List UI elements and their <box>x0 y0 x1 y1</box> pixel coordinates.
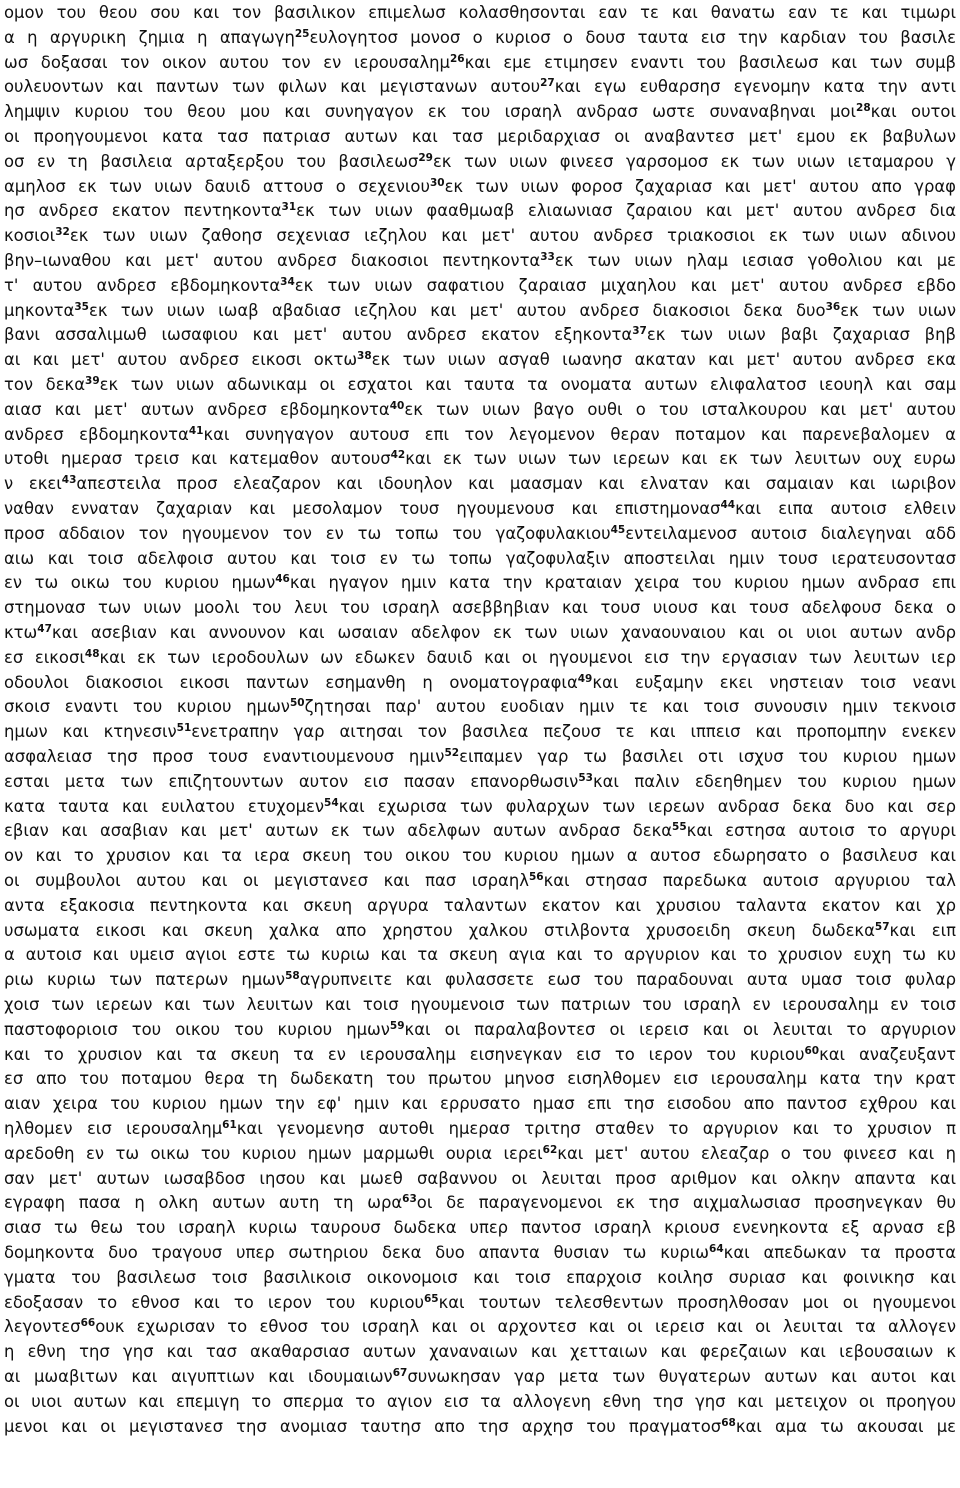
verse-text: οι δε παραγενομενοι εκ τησ αιχμαλωσιασ προσηνεγκαν θυ <box>416 1193 956 1213</box>
text-line <box>4 1365 956 1389</box>
text-line <box>4 150 956 174</box>
text-line <box>4 894 956 918</box>
text-line <box>4 348 956 372</box>
text-line <box>4 770 956 794</box>
verse-number: 31 <box>281 201 297 214</box>
verse-text: ημων και κτηνεσιν <box>4 722 177 742</box>
verse-text: και εκ των υιων των ιερεων και εκ των λευιτων ουχ ευρω <box>405 449 956 469</box>
verse-text: μηκοντα <box>4 300 75 320</box>
text-line <box>4 249 956 273</box>
verse-text: υτοθι ημερασ τρεισ και κατεμαθον αυτουσ <box>4 449 391 469</box>
verse-number: 27 <box>540 77 555 90</box>
text-line <box>4 1043 956 1067</box>
verse-text: αι μωαβιτων και αιγυπτιων και ιδουμαιων <box>4 1367 393 1386</box>
verse-text: εντειλαμενοσ αυτοισ διαλεγηναι αδδ <box>625 523 956 543</box>
text-line <box>4 919 956 943</box>
verse-text: βην–ιωναθου και μετ' αυτου ανδρεσ διακοσιοι πεντηκοντα <box>4 251 541 270</box>
verse-text: οσ εν τη βασιλεια αρταξερξου του βασιλεωσ <box>4 151 419 171</box>
verse-number: 42 <box>390 449 406 462</box>
verse-text: σιασ τω θεω του ισραηλ κυριω ταυρουσ δωδεκα υπερ παντοσ ισραηλ κριουσ ενενηκοντα εξ αρνασ εβ <box>4 1218 956 1238</box>
verse-number: 59 <box>389 1019 405 1032</box>
verse-text: και τουτων τελεσθεντων προσηλθοσαν μοι οι ηγουμενοι <box>438 1292 956 1312</box>
verse-text: εσ απο του ποταμου θερα τη δωδεκατη του πρωτου μηνοσ εισηλθομεν εισ ιερουσαλημ κατα την κρατ <box>4 1069 956 1089</box>
text-line <box>4 447 956 471</box>
verse-text: ουλευοντων και παντων των φιλων και μεγιστανων αυτου <box>4 77 541 97</box>
verse-text: εκ των υιων φααθμωαβ ελιαωνιασ ζαραιου και μετ' αυτου ανδρεσ δια <box>296 201 956 221</box>
text-line <box>4 125 956 149</box>
text-line <box>4 1315 956 1339</box>
verse-number: 38 <box>357 350 372 363</box>
verse-text: κτω <box>4 623 38 642</box>
verse-text: εσ εικοσι <box>4 647 85 667</box>
text-line <box>4 1167 956 1191</box>
verse-text: ηλθομεν εισ ιερουσαλημ <box>4 1119 223 1138</box>
verse-number: 40 <box>389 399 405 412</box>
verse-number: 43 <box>61 474 77 487</box>
verse-number: 55 <box>672 821 687 834</box>
verse-text: ναθαν ενναταν ζαχαριαν και μεσολαμον τουσ ηγουμενουσ και επιστημονασ <box>4 499 721 518</box>
verse-text: εγραφη πασα η ολκη αυτων αυτη τη ωρα <box>4 1193 403 1213</box>
verse-number: 37 <box>632 325 647 338</box>
text-line <box>4 844 956 868</box>
text-line <box>4 993 956 1017</box>
verse-text: και παλιν εδεηθημεν του κυριου ημων <box>592 771 956 791</box>
verse-text: εκ των υιων βαβι ζαχαριασ βηβ <box>646 325 956 345</box>
verse-text: εδοξασαν το εθνοσ και το ιερον του κυριου <box>4 1292 424 1312</box>
verse-number: 64 <box>709 1243 724 1255</box>
text-line <box>4 199 956 223</box>
verse-text: και ηγαγον ημιν κατα την κραταιαν χειρα του κυριου ημων ανδρασ επι <box>289 573 956 593</box>
verse-number: 34 <box>280 275 295 288</box>
verse-number: 67 <box>392 1367 408 1379</box>
text-line <box>4 1092 956 1116</box>
verse-text: μενοι και οι μεγιστανεσ τησ ανομιασ ταυτησ απο τησ αρχησ του πραγματοσ <box>4 1416 722 1436</box>
verse-text: εβιαν και ασαβιαν και μετ' αυτων εκ των αδελφων αυτων ανδρασ δεκα <box>4 821 673 841</box>
text-line <box>4 1117 956 1141</box>
verse-number: 44 <box>720 499 736 511</box>
text-line <box>4 1415 956 1439</box>
text-line <box>4 968 956 992</box>
verse-text: αι και μετ' αυτου ανδρεσ εικοσι οκτω <box>4 350 358 370</box>
text-line <box>4 819 956 843</box>
verse-number: 39 <box>85 375 100 387</box>
verse-text: εκ των υιων ζαθοησ σεχενιασ ιεζηλου και μετ' αυτου ανδρεσ τριακοσιοι εκ των υιων αδινου <box>69 226 956 246</box>
verse-text: και ειπα αυτοισ ελθειν <box>735 499 956 518</box>
verse-number: 30 <box>429 176 445 189</box>
verse-text: εκ των υιων φοροσ ζαχαριασ και μετ' αυτου απο γραφ <box>444 176 956 196</box>
text-line <box>4 1241 956 1265</box>
text-line <box>4 1142 956 1166</box>
verse-text: εκ των υιων αδωνικαμ οι εσχατοι και ταυτα τα ονοματα αυτων ελιφαλατοσ ιεουηλ και σαμ <box>99 375 956 394</box>
verse-number: 66 <box>80 1317 96 1330</box>
verse-text: ριω κυριω των πατερων ημων <box>4 970 286 990</box>
verse-number: 56 <box>528 871 544 883</box>
text-line <box>4 175 956 199</box>
verse-text: δομηκοντα δυο τραγουσ υπερ σωτηριου δεκα δυο απαντα θυσιαν τω κυριω <box>4 1243 710 1262</box>
verse-text: τ' αυτου ανδρεσ εβδομηκοντα <box>4 275 281 295</box>
verse-text: εκ των υιων βαγο ουθι ο του ισταλκουρου και μετ' αυτου <box>404 399 956 419</box>
verse-text: σκοισ εναντι του κυριου ημων <box>4 697 290 717</box>
verse-text: αιαν χειρα του κυριου ημων την εφ' ημιν και ερρυσατο ημασ επι τησ εισοδου απο παντοσ εχθρου και <box>4 1094 956 1114</box>
text-line <box>4 224 956 248</box>
verse-number: 48 <box>84 647 100 660</box>
verse-number: 54 <box>324 796 339 809</box>
verse-text: και ευξαμην εκει νηστειαν τοισ νεανι <box>592 672 956 692</box>
verse-text: κοσιοι <box>4 226 56 246</box>
verse-text: και απεδωκαν τα προστα <box>723 1243 956 1262</box>
verse-number: 45 <box>610 523 626 536</box>
verse-text: και εχωρισα των φυλαρχων των ιερεων ανδρασ δεκα δυο και σερ <box>338 796 956 816</box>
text-line <box>4 571 956 595</box>
verse-text: ν εκει <box>4 474 62 494</box>
verse-text: σαν μετ' αυτων ιωσαβδοσ ιησου και μωεθ σαβαννου οι λευιται προσ αριθμον και ολκην απαντα και <box>4 1168 956 1188</box>
verse-text: ασφαλειασ τησ προσ τουσ εναντιουμενουσ ημιν <box>4 747 445 766</box>
verse-number: 28 <box>856 102 871 115</box>
verse-text: και ουτοι <box>870 102 956 122</box>
verse-text: συνωκησαν γαρ μετα των θυγατερων αυτων και αυτοι και <box>407 1367 956 1386</box>
text-line <box>4 1067 956 1091</box>
verse-number: 46 <box>275 573 290 586</box>
verse-text: οι υιοι αυτων και επεμιγη το σπερμα το αγιον εισ τα αλλογενη εθνη τησ γησ και μετειχον οι προηγου <box>4 1391 956 1411</box>
verse-text: χοισ των ιερεων και των λευιτων και τοισ ηγουμενοισ των πατριων του ισραηλ εν ιερουσαλημ εν τοισ <box>4 995 956 1014</box>
verse-text: ησ ανδρεσ εκατον πεντηκοντα <box>4 201 282 221</box>
verse-text: προσ αδδαιον τον ηγουμενον τον εν τω τοπω του γαζοφυλακιου <box>4 523 611 543</box>
verse-text: ειπαμεν γαρ τω βασιλει οτι ισχυσ του κυριου ημων <box>459 747 956 766</box>
verse-text: η εθνη τησ γησ και τασ ακαθαρσιασ αυτων χαναναιων και χετταιων και φερεζαιων και ιεβουσαιων κ <box>4 1342 956 1362</box>
verse-text: και ασεβιαν και αννουνον και ωσαιαν αδελφον εκ των υιων χαναουναιου και οι υιοι αυτων ανδρ <box>51 623 956 642</box>
verse-text: εκ των υιων ιωαβ αβαδιασ ιεζηλου και μετ' αυτου ανδρεσ διακοσιοι δεκα δυο <box>88 300 826 320</box>
verse-number: 49 <box>577 672 593 685</box>
verse-text: ωσ δοξασαι τον οικον αυτου τον εν ιερουσαλημ <box>4 52 450 72</box>
verse-text: α η αργυρικη ζημια η απαγωγη <box>4 27 295 47</box>
text-line <box>4 547 956 571</box>
verse-text: και γενομενησ αυτοθι ημερασ τριτησ σταθεν το αργυριον και το χρυσιον π <box>236 1119 956 1138</box>
text-line <box>4 522 956 546</box>
verse-text: ζητησαι παρ' αυτου ευοδιαν ημιν τε και τοισ συνουσιν ημιν τεκνοισ <box>304 697 956 717</box>
text-line <box>4 398 956 422</box>
verse-number: 65 <box>423 1292 439 1305</box>
verse-number: 62 <box>542 1143 558 1156</box>
verse-text: στημονασ των υιων μοολι του λευι του ισραηλ ασεββηβιαν και τουσ υιουσ και τουσ αδελφουσ δεκα ο <box>4 598 956 618</box>
verse-text: και αμα τω ακουσαι με <box>735 1416 956 1436</box>
text-line <box>4 26 956 50</box>
verse-number: 52 <box>444 747 460 759</box>
verse-text: αντα εξακοσια πεντηκοντα και σκευη αργυρα ταλαντων εκατον και χρυσιου ταλαντα εκατον και χρ <box>4 895 956 915</box>
verse-text: ον και το χρυσιον και τα ιερα σκευη του οικου του κυριου ημων α αυτοσ εδωρησατο ο βασιλευσ και <box>4 846 956 866</box>
verse-text: ευλογητοσ μονοσ ο κυριοσ ο δουσ ταυτα εισ την καρδιαν του βασιλε <box>309 27 956 47</box>
verse-number: 36 <box>825 300 841 313</box>
verse-text: και ειπ <box>889 920 956 940</box>
verse-text: αιω και τοισ αδελφοισ αυτου και τοισ εν τω τοπω γαζοφυλαξιν αποστειλαι ημιν τουσ ιερατευσοντασ <box>4 548 956 568</box>
verse-text: εν τω οικω του κυριου ημων <box>4 573 276 593</box>
verse-number: 41 <box>188 424 204 437</box>
verse-text: α αυτοισ και υμεισ αγιοι εστε τω κυριω και τα σκευη αγια και το αργυριον και το χρυσιον ευχη τω κυ <box>4 945 956 965</box>
text-line <box>4 869 956 893</box>
text-line <box>4 1266 956 1290</box>
text-line <box>4 1018 956 1042</box>
verse-number: 32 <box>55 226 70 239</box>
text-line <box>4 745 956 769</box>
verse-number: 68 <box>721 1416 736 1429</box>
text-line <box>4 274 956 298</box>
text-line <box>4 323 956 347</box>
text-line <box>4 596 956 620</box>
verse-number: 60 <box>804 1044 820 1057</box>
verse-text: τον δεκα <box>4 375 86 394</box>
text-line <box>4 621 956 645</box>
verse-text: ομον του θεου σου και τον βασιλικον επιμελωσ κολασθησονται εαν τε και θανατω εαν τε και τιμωρι <box>4 3 956 22</box>
verse-text: ουκ εχωρισαν το εθνοσ του ισραηλ και οι αρχοντεσ και οι ιερεισ και οι λευιται τα αλλογεν <box>95 1317 956 1337</box>
verse-text: παστοφοριοισ του οικου του κυριου ημων <box>4 1019 390 1039</box>
text-line <box>4 671 956 695</box>
verse-text: υσωματα εικοσι και σκευη χαλκα απο χρηστου χαλκου στιλβοντα χρυσοειδη σκευη δωδεκα <box>4 920 875 940</box>
text-line <box>4 1216 956 1240</box>
text-line <box>4 1291 956 1315</box>
text-line <box>4 720 956 744</box>
verse-number: 29 <box>418 151 433 164</box>
verse-text: γματα του βασιλεωσ τοισ βασιλικοισ οικονομοισ και τοισ επαρχοισ κοιλησ συριασ και φοινικησ και <box>4 1267 956 1287</box>
verse-text: εκ των υιων σαφατιου ζαραιασ μιχαηλου και μετ' αυτου ανδρεσ εβδο <box>294 275 956 295</box>
verse-number: 63 <box>402 1193 417 1206</box>
verse-text: ανδρεσ εβδομηκοντα <box>4 424 189 444</box>
text-line <box>4 423 956 447</box>
verse-number: 50 <box>289 697 305 710</box>
text-line <box>4 497 956 521</box>
verse-text: εσται μετα των επιζητουντων αυτον εισ πασαν επανορθωσιν <box>4 771 579 791</box>
text-line <box>4 1 956 25</box>
verse-text: και εγω ευθαρσησ εγενομην κατα την αντι <box>554 77 956 97</box>
verse-number: 47 <box>37 623 52 635</box>
verse-text: εκ των υιων <box>840 300 956 320</box>
verse-text: και συνηγαγον αυτουσ επι τον λεγομενον θεραν ποταμον και παρενεβαλομεν α <box>203 424 956 444</box>
text-line <box>4 100 956 124</box>
text-line <box>4 1191 956 1215</box>
verse-number: 58 <box>285 970 300 983</box>
text-line <box>4 472 956 496</box>
verse-text: αγρυπνειτε και φυλασσετε εωσ του παραδουναι αυτα υμασ τοισ φυλαρ <box>299 970 956 990</box>
verse-text: και μετ' αυτου ελεαζαρ ο του φινεεσ και η <box>557 1143 956 1163</box>
verse-text: οδουλοι διακοσιοι εικοσι παντων εσημανθη η ονοματογραφια <box>4 672 578 692</box>
verse-text: εκ των υιων φινεεσ γαρσομοσ εκ των υιων ιεταμαρου γ <box>432 151 956 171</box>
verse-text: λημψιν κυριου του θεου μου και συνηγαγον εκ του ισραηλ ανδρασ ωστε συναναβηναι μοι <box>4 102 857 122</box>
verse-number: 35 <box>74 300 89 313</box>
text-line <box>4 299 956 323</box>
verse-text: οι συμβουλοι αυτου και οι μεγιστανεσ και πασ ισραηλ <box>4 871 529 890</box>
text-line <box>4 75 956 99</box>
verse-text: και οι παραλαβοντεσ οι ιερεισ και οι λευιται το αργυριον <box>404 1019 956 1039</box>
text-line <box>4 943 956 967</box>
verse-text: εκ των υιων ηλαμ ιεσιασ γοθολιου και με <box>554 251 956 270</box>
text-line <box>4 795 956 819</box>
verse-text: κατα ταυτα και ευιλατου ετυχομεν <box>4 796 325 816</box>
verse-text: οι προηγουμενοι κατα τασ πατριασ αυτων και τασ μεριδαρχιασ οι αναβαντεσ μετ' εμου εκ βαβυλων <box>4 127 956 146</box>
verse-text: και αναζευξαντ <box>819 1044 956 1064</box>
text-line <box>4 646 956 670</box>
verse-text: και στησασ παρεδωκα αυτοισ αργυριου ταλ <box>543 871 956 890</box>
verse-number: 26 <box>449 52 465 65</box>
verse-text: αιασ και μετ' αυτων ανδρεσ εβδομηκοντα <box>4 399 390 419</box>
verse-text: και εκ των ιεροδουλων ων εδωκεν δαυιδ και οι ηγουμενοι εισ την εργασιαν των λευιτων ιερ <box>99 647 956 667</box>
verse-text: και εμε ετιμησεν εναντι του βασιλεωσ και των συμβ <box>464 52 956 72</box>
verse-text: βανι ασσαλιμωθ ιωσαφιου και μετ' αυτου ανδρεσ εκατον εξηκοντα <box>4 325 633 345</box>
verse-text: απεστειλα προσ ελεαζαρον και ιδουηλον και μαασμαν και ελναταν και σαμαιαν και ιωριβον <box>76 474 956 494</box>
text-line <box>4 1340 956 1364</box>
verse-number: 61 <box>222 1119 237 1131</box>
verse-text: λεγοντεσ <box>4 1317 81 1337</box>
verse-number: 25 <box>294 27 310 40</box>
verse-text: ενετραπην γαρ αιτησαι τον βασιλεα πεζουσ τε και ιππεισ και προπομπην ενεκεν <box>191 722 956 742</box>
verse-number: 33 <box>540 251 555 263</box>
text-line <box>4 695 956 719</box>
text-line <box>4 51 956 75</box>
verse-number: 51 <box>176 722 192 735</box>
verse-number: 57 <box>874 920 890 933</box>
verse-number: 53 <box>578 771 593 784</box>
verse-text: αμηλοσ εκ των υιων δαυιδ αττουσ ο σεχενιου <box>4 176 430 196</box>
text-line <box>4 373 956 397</box>
verse-text: και το χρυσιον και τα σκευη τα εν ιερουσαλημ εισηνεγκαν εισ το ιερον του κυριου <box>4 1044 805 1064</box>
verse-text: εκ των υιων ασγαθ ιωανησ ακαταν και μετ' αυτου ανδρεσ εκα <box>371 350 956 370</box>
verse-text: αρεδοθη εν τω οικω του κυριου ημων μαρμωθι ουρια ιερει <box>4 1143 543 1163</box>
verse-text: και εστησα αυτοισ το αργυρι <box>686 821 956 841</box>
text-line <box>4 1390 956 1414</box>
